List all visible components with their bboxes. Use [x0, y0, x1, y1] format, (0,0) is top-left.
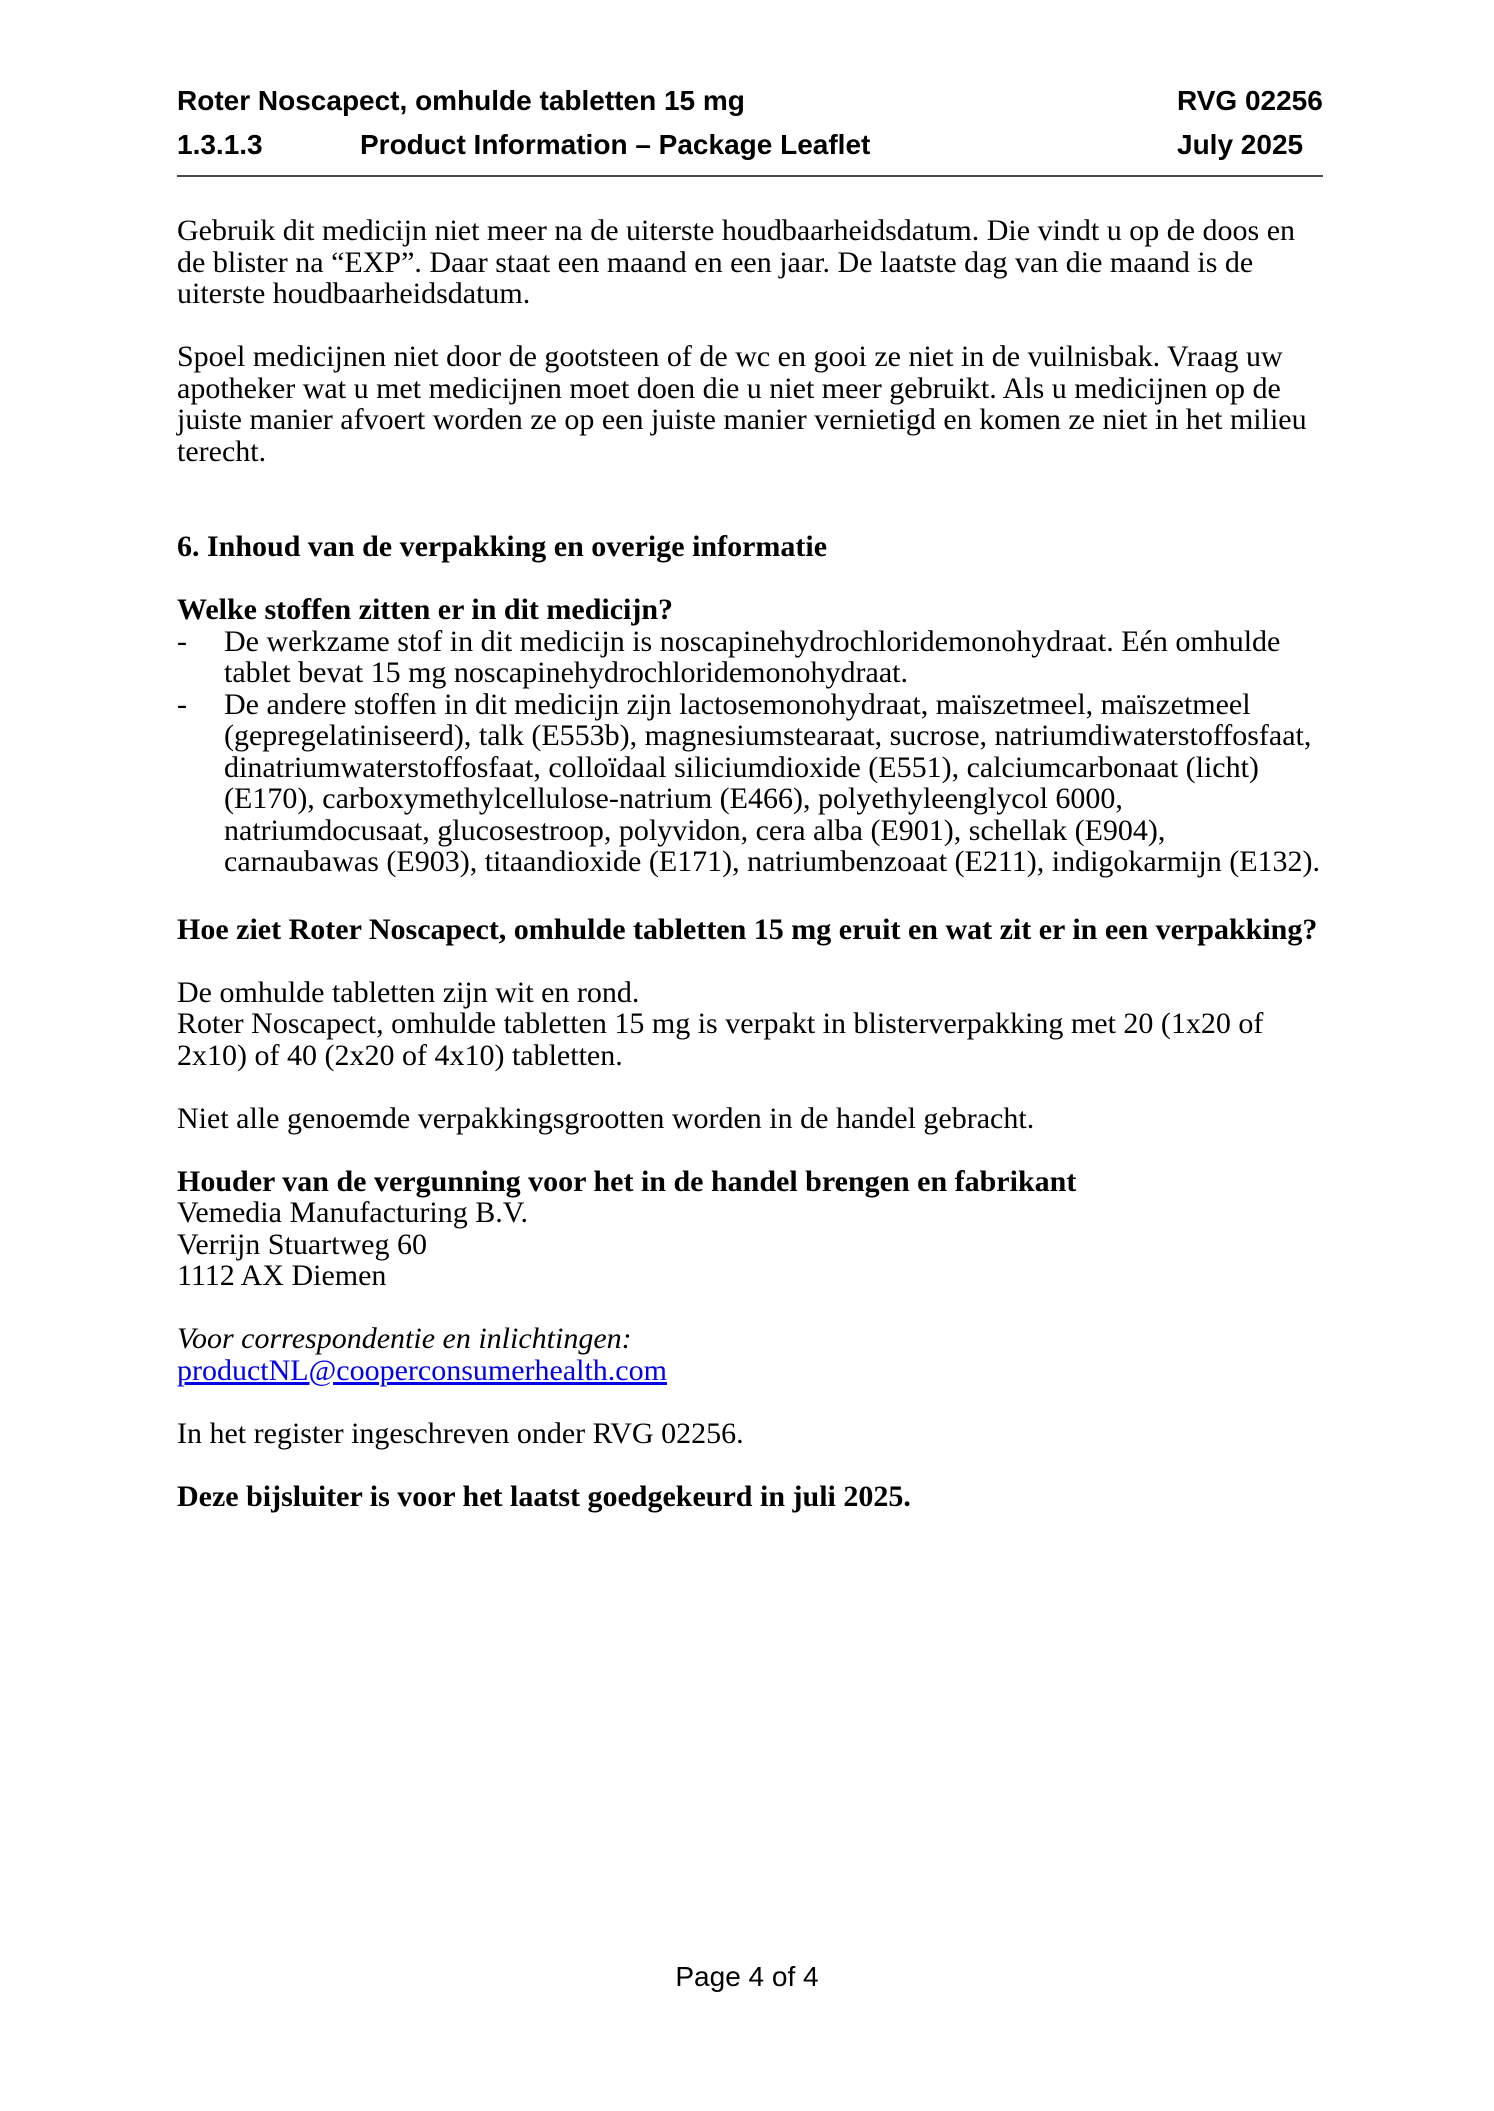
header-date: July 2025 — [1177, 129, 1304, 160]
subheading-appearance: Hoe ziet Roter Noscapect, omhulde tabletten 15 mg eruit en wat zit er in een verpakking? — [177, 912, 1318, 946]
header-product-title: Roter Noscapect, omhulde tabletten 15 mg — [177, 85, 745, 116]
header-doc-number: 1.3.1.3 — [177, 129, 263, 160]
header-doc-title: Product Information – Package Leaflet — [360, 129, 871, 160]
para-appearance-1: De omhulde tabletten zijn wit en rond. — [177, 975, 640, 1009]
ingredient-bullet-active — [177, 626, 1323, 689]
correspondence-label: Voor correspondentie en inlichtingen: — [177, 1322, 632, 1355]
page-footer — [0, 1960, 1494, 1994]
address-street: Verrijn Stuartweg 60 — [177, 1227, 427, 1261]
header-rvg-code: RVG 02256 — [1177, 85, 1323, 116]
para-appearance-2: Roter Noscapect, omhulde tabletten 15 mg is verpakt in blisterverpakking met 20 (1x20 of 2x10) of 40 (2x20 of 4x10) tabletten. — [177, 1007, 1264, 1072]
para-expiry: Gebruik dit medicijn niet meer na de uiterste houdbaarheidsdatum. Die vindt u op de doos en de blister na “EXP”. Daar staat een maand en een jaar. De laatste dag van die maand is de uiterste houdbaarheidsdatum. — [177, 214, 1296, 310]
bullet-marker: - — [177, 624, 187, 658]
approval-line: Deze bijsluiter is voor het laatst goedgekeurd in juli 2025. — [177, 1479, 911, 1513]
page-number: Page 4 of 4 — [675, 1961, 819, 1992]
address-city: 1112 AX Diemen — [177, 1259, 387, 1292]
bullet-marker: - — [177, 687, 187, 721]
section-6-heading: 6. Inhoud van de verpakking en overige informatie — [177, 530, 828, 563]
header-rule — [177, 175, 1323, 177]
ingredient-bullet-other — [177, 689, 1323, 878]
ingredient-bullet-other-text: De andere stoffen in dit medicijn zijn lactosemonohydraat, maïszetmeel, maïszetmeel (gepregelatiniseerd), talk (E553b), magnesiumstearaat, sucrose, natriumdiwaterstoffosfaat, dinatriumwaterstoffosfaat, colloïdaal siliciumdioxide (E551), calciumcarbonaat (licht) (E170), carboxymethylcellulose-natrium (E466), polyethyleenglycol 6000, natriumdocusaat, glucosestroop, polyvidon, cera alba (E901), schellak (E904), carnaubawas (E903), titaandioxide (E171), natriumbenzoaat (E211), indigokarmijn (E132). — [224, 687, 1321, 878]
email-line — [177, 1355, 1323, 1387]
ingredient-bullet-active-text: De werkzame stof in dit medicijn is noscapinehydrochloridemonohydraat. Eén omhulde tablet bevat 15 mg noscapinehydrochloridemonohydraat. — [224, 624, 1281, 689]
email-link[interactable]: productNL@cooperconsumerhealth.com — [177, 1353, 667, 1387]
page-header — [177, 84, 1323, 177]
para-not-all-marketed: Niet alle genoemde verpakkingsgrootten worden in de handel gebracht. — [177, 1101, 1035, 1135]
para-disposal: Spoel medicijnen niet door de gootsteen of de wc en gooi ze niet in de vuilnisbak. Vraag uw apotheker wat u met medicijnen moet doen die u niet meer gebruikt. Als u medicijnen op de juiste manier afvoert worden ze op een juiste manier vernietigd en komen ze niet in het milieu terecht. — [177, 340, 1307, 468]
register-line: In het register ingeschreven onder RVG 02256. — [177, 1416, 744, 1450]
subheading-mah: Houder van de vergunning voor het in de handel brengen en fabrikant — [177, 1164, 1077, 1198]
company-name: Vemedia Manufacturing B.V. — [177, 1196, 529, 1229]
document-body — [177, 215, 1323, 1512]
subheading-ingredients: Welke stoffen zitten er in dit medicijn? — [177, 593, 674, 626]
